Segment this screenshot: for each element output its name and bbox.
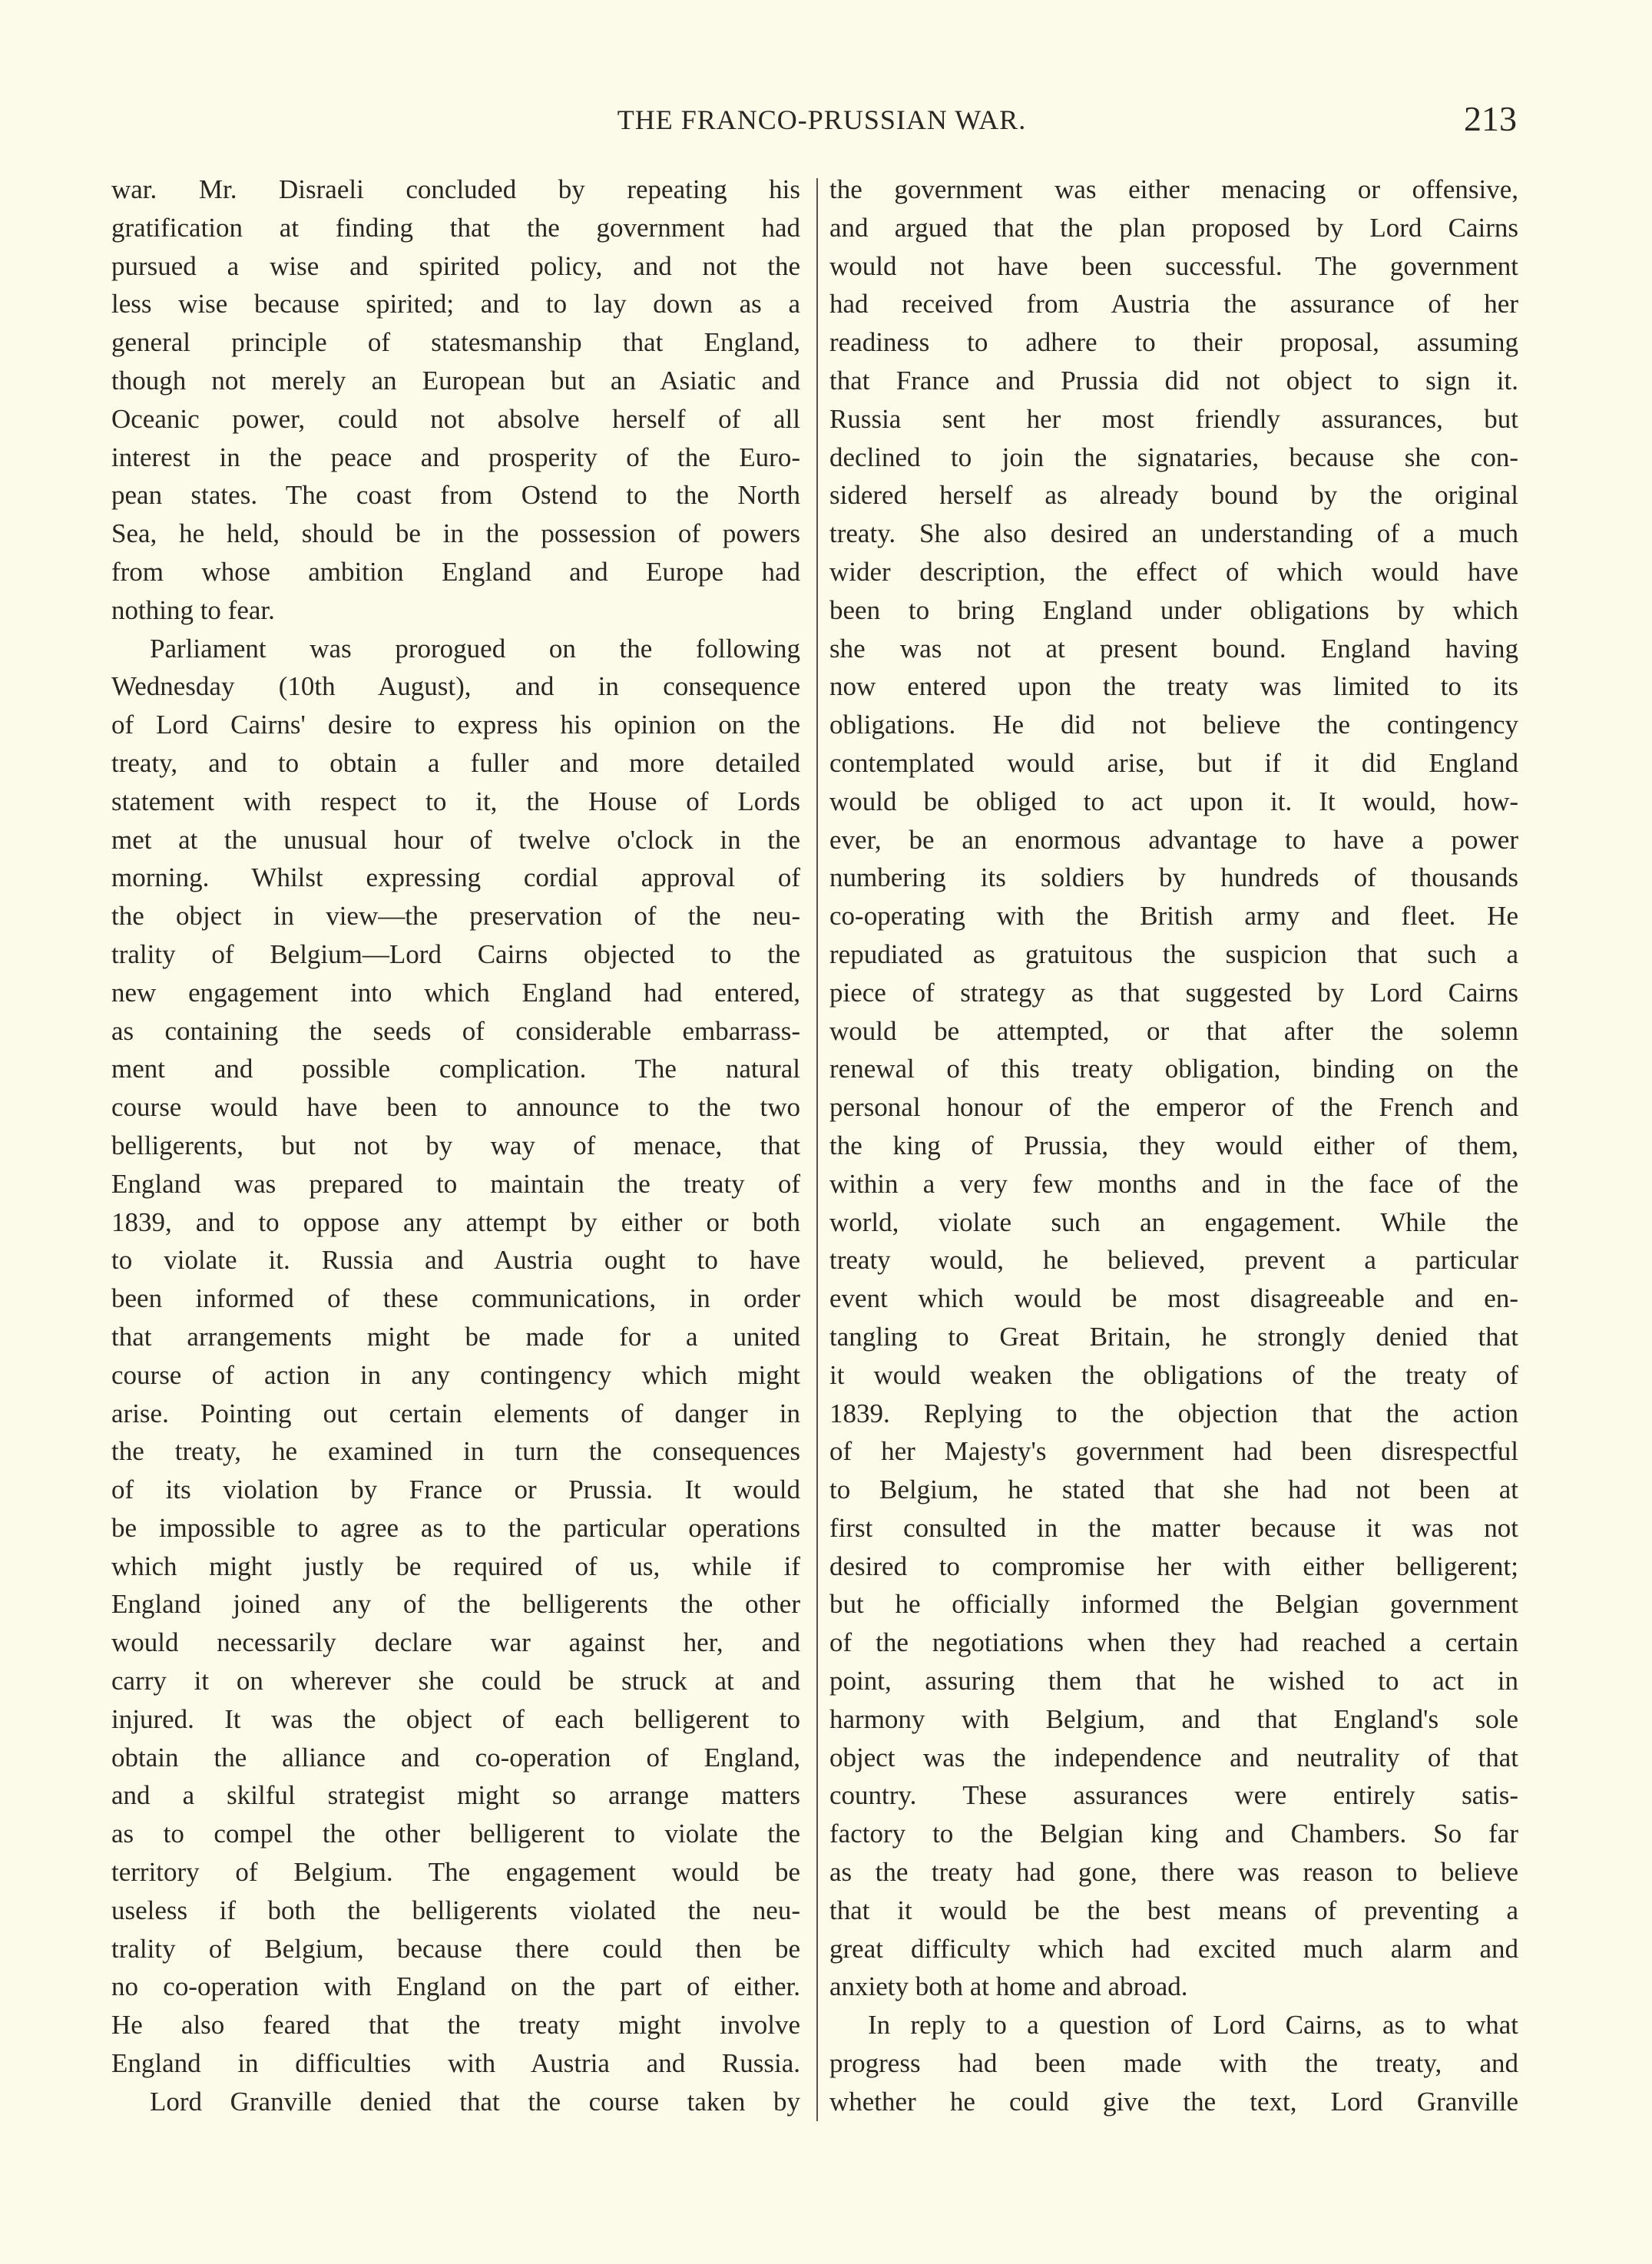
text-line: as containing the seeds of considerable embarrass- (111, 1015, 800, 1046)
text-line: England in difficulties with Austria and Russia. (111, 2048, 800, 2079)
text-line: and argued that the plan proposed by Lord Cairns (829, 212, 1518, 243)
text-line: carry it on wherever she could be struck at and (111, 1666, 800, 1696)
text-line: declined to join the signataries, because she con- (829, 442, 1518, 472)
text-line: no co-operation with England on the part of either. (111, 1971, 800, 2002)
text-line: statement with respect to it, the House of Lords (111, 786, 800, 816)
running-head: THE FRANCO-PRUSSIAN WAR. (617, 104, 1027, 135)
text-line: He also feared that the treaty might involve (111, 2010, 800, 2041)
text-line: ever, be an enormous advantage to have a power (829, 824, 1518, 855)
text-line: of its violation by France or Prussia. It would (111, 1475, 800, 1505)
text-line: injured. It was the object of each belligerent to (111, 1703, 800, 1734)
text-line: treaty. She also desired an understanding of a much (829, 518, 1518, 549)
text-line: had received from Austria the assurance of her (829, 289, 1518, 319)
text-line: personal honour of the emperor of the French and (829, 1092, 1518, 1123)
text-line: the government was either menacing or offensive, (829, 174, 1518, 204)
text-line: from whose ambition England and Europe had (111, 556, 800, 587)
text-line: the king of Prussia, they would either of them, (829, 1130, 1518, 1160)
text-line: 1839, and to oppose any attempt by either or both (111, 1206, 800, 1237)
text-line: nothing to fear. (111, 594, 275, 625)
text-line: the object in view—the preservation of the neu- (111, 901, 800, 932)
text-line: been to bring England under obligations by which (829, 594, 1518, 625)
text-line: territory of Belgium. The engagement would be (111, 1857, 800, 1888)
text-line: whether he could give the text, Lord Granville (829, 2086, 1518, 2117)
text-line: would be attempted, or that after the solemn (829, 1015, 1518, 1046)
text-line: event which would be most disagreeable and en- (829, 1283, 1518, 1314)
page-number: 213 (1464, 99, 1517, 138)
text-line: of Lord Cairns' desire to express his opinion on the (111, 710, 800, 740)
text-line: great difficulty which had excited much alarm and (829, 1933, 1518, 1964)
text-line: that it would be the best means of preventing a (829, 1895, 1518, 1925)
text-line: numbering its soldiers by hundreds of thousands (829, 862, 1518, 893)
text-line: Parliament was prorogued on the following (150, 633, 800, 664)
text-line: first consulted in the matter because it was not (829, 1512, 1518, 1543)
text-line: renewal of this treaty obligation, binding on the (829, 1054, 1518, 1084)
text-line: within a very few months and in the face of the (829, 1168, 1518, 1199)
text-line: obtain the alliance and co-operation of England, (111, 1742, 800, 1772)
text-line: general principle of statesmanship that England, (111, 327, 800, 358)
text-line: be impossible to agree as to the particular operations (111, 1512, 800, 1543)
text-line: it would weaken the obligations of the treaty of (829, 1359, 1518, 1390)
text-line: readiness to adhere to their proposal, assuming (829, 327, 1518, 358)
text-line: Lord Granville denied that the course taken by (150, 2086, 800, 2117)
text-line: the treaty, he examined in turn the consequences (111, 1436, 800, 1467)
text-line: met at the unusual hour of twelve o'clock in the (111, 824, 800, 855)
text-line: less wise because spirited; and to lay down as a (111, 289, 800, 319)
text-line: which might justly be required of us, while if (111, 1551, 800, 1581)
text-line: would be obliged to act upon it. It would, how- (829, 786, 1518, 816)
text-line: though not merely an European but an Asiatic and (111, 365, 800, 396)
text-line: she was not at present bound. England having (829, 633, 1518, 664)
text-line: morning. Whilst expressing cordial approval of (111, 862, 800, 893)
text-line: trality of Belgium—Lord Cairns objected to the (111, 938, 800, 969)
text-line: interest in the peace and prosperity of the Euro- (111, 442, 800, 472)
text-line: country. These assurances were entirely satis- (829, 1780, 1518, 1811)
text-line: Russia sent her most friendly assurances, but (829, 403, 1518, 434)
text-line: point, assuring them that he wished to act in (829, 1666, 1518, 1696)
text-line: ment and possible complication. The natural (111, 1054, 800, 1084)
text-line: now entered upon the treaty was limited to its (829, 671, 1518, 702)
text-line: sidered herself as already bound by the original (829, 480, 1518, 511)
text-line: as to compel the other belligerent to violate the (111, 1819, 800, 1849)
text-line: that France and Prussia did not object to sign it. (829, 365, 1518, 396)
column-divider (816, 178, 818, 2121)
text-line: but he officially informed the Belgian government (829, 1589, 1518, 1620)
text-line: co-operating with the British army and fleet. He (829, 901, 1518, 932)
text-line: England joined any of the belligerents the other (111, 1589, 800, 1620)
text-line: contemplated would arise, but if it did England (829, 747, 1518, 778)
text-line: piece of strategy as that suggested by Lord Cairns (829, 977, 1518, 1008)
text-line: anxiety both at home and abroad. (829, 1971, 1188, 2002)
text-line: world, violate such an engagement. While the (829, 1206, 1518, 1237)
text-line: as the treaty had gone, there was reason to believe (829, 1857, 1518, 1888)
text-line: trality of Belgium, because there could then be (111, 1933, 800, 1964)
text-line: course would have been to announce to the two (111, 1092, 800, 1123)
text-line: 1839. Replying to the objection that the action (829, 1398, 1518, 1428)
text-line: useless if both the belligerents violated the neu- (111, 1895, 800, 1925)
text-line: of her Majesty's government had been disrespectful (829, 1436, 1518, 1467)
text-line: treaty would, he believed, prevent a particular (829, 1245, 1518, 1276)
text-line: would necessarily declare war against her, and (111, 1627, 800, 1658)
text-line: wider description, the effect of which would have (829, 556, 1518, 587)
text-line: war. Mr. Disraeli concluded by repeating his (111, 174, 800, 204)
text-line: that arrangements might be made for a united (111, 1321, 800, 1352)
text-line: Sea, he held, should be in the possession of powers (111, 518, 800, 549)
text-line: pursued a wise and spirited policy, and not the (111, 250, 800, 281)
text-line: new engagement into which England had entered, (111, 977, 800, 1008)
text-line: pean states. The coast from Ostend to the North (111, 480, 800, 511)
text-line: course of action in any contingency which might (111, 1359, 800, 1390)
text-line: In reply to a question of Lord Cairns, as to what (868, 2010, 1518, 2041)
text-line: harmony with Belgium, and that England's sole (829, 1703, 1518, 1734)
right-column (829, 170, 1518, 2121)
text-line: would not have been successful. The government (829, 250, 1518, 281)
text-line: and a skilful strategist might so arrange matters (111, 1780, 800, 1811)
text-line: object was the independence and neutrality of that (829, 1742, 1518, 1772)
text-line: obligations. He did not believe the contingency (829, 710, 1518, 740)
text-line: gratification at finding that the government had (111, 212, 800, 243)
text-line: England was prepared to maintain the treaty of (111, 1168, 800, 1199)
text-line: been informed of these communications, in order (111, 1283, 800, 1314)
text-line: Wednesday (10th August), and in consequence (111, 671, 800, 702)
text-line: Oceanic power, could not absolve herself of all (111, 403, 800, 434)
text-line: desired to compromise her with either belligerent; (829, 1551, 1518, 1581)
text-line: tangling to Great Britain, he strongly denied that (829, 1321, 1518, 1352)
text-line: of the negotiations when they had reached a certain (829, 1627, 1518, 1658)
text-line: arise. Pointing out certain elements of danger in (111, 1398, 800, 1428)
text-line: belligerents, but not by way of menace, that (111, 1130, 800, 1160)
text-line: to violate it. Russia and Austria ought to have (111, 1245, 800, 1276)
text-line: progress had been made with the treaty, and (829, 2048, 1518, 2079)
text-line: repudiated as gratuitous the suspicion that such a (829, 938, 1518, 969)
text-line: treaty, and to obtain a fuller and more detailed (111, 747, 800, 778)
left-column (111, 170, 800, 2121)
text-line: to Belgium, he stated that she had not been at (829, 1475, 1518, 1505)
text-line: factory to the Belgian king and Chambers. So far (829, 1819, 1518, 1849)
